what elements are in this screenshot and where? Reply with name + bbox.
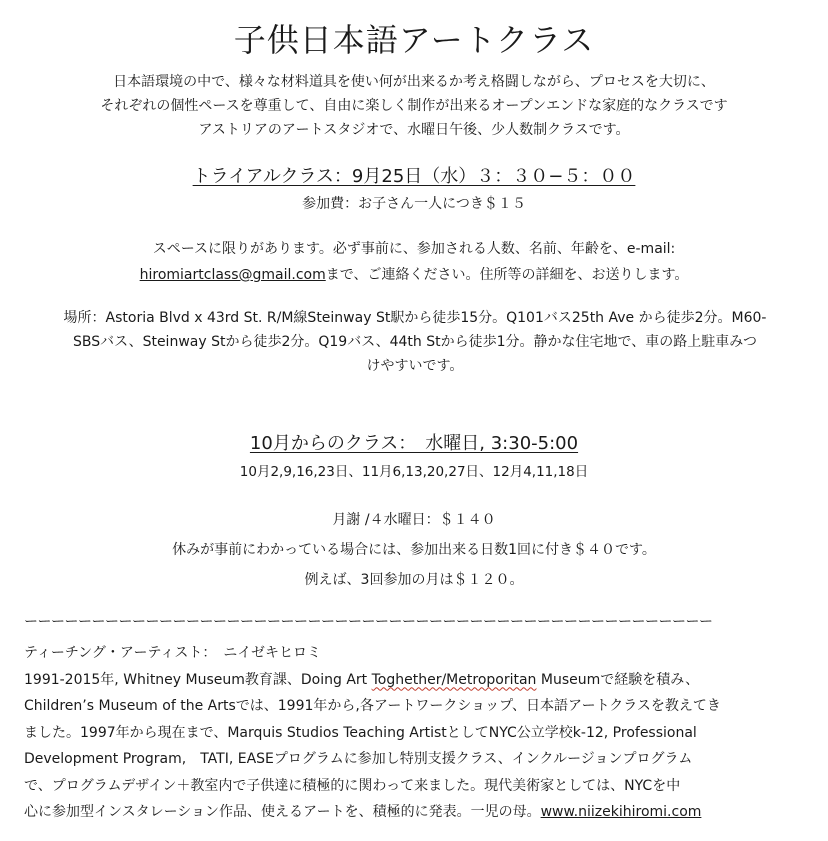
contact-paragraph — [0, 236, 828, 288]
bio-line-text: 心に参加型インスタレーション作品、使えるアートを、積極的に発表。一児の母。 — [24, 804, 541, 820]
tuition-block — [0, 505, 828, 595]
october-class-heading — [0, 430, 828, 458]
location-line: 場所：Astoria Blvd x 43rd St. R/M線Steinway St駅から徒歩15分。Q101バス25th Ave から徒歩2分。M60- — [63, 310, 767, 326]
page-title: 子供日本語アートクラス — [233, 21, 595, 59]
intro-line: 日本語環境の中で、様々な材料道具を使い何が出来るか考え格闘しながら、プロセスを大切に、 — [113, 74, 715, 90]
location-line: けやすいです。 — [366, 358, 464, 374]
trial-fee: 参加費：お子さん一人につき＄１５ — [302, 196, 526, 212]
tuition-line: 例えば、3回参加の月は＄１２０。 — [304, 572, 524, 588]
bio-line — [24, 667, 814, 694]
tuition-line: 休みが事前にわかっている場合には、参加出来る日数1回に付き＄４０です。 — [172, 542, 656, 558]
bio-line: ました。1997年から現在まで、Marquis Studios Teaching ArtistとしてNYC公立学校k-12, Professional — [24, 724, 697, 741]
trial-class-heading-text: トライアルクラス：9月25日（水）３：３０−５：００ — [192, 166, 636, 187]
intro-paragraph — [0, 70, 828, 142]
spellcheck-underlined-text: Toghether/Metroporitan — [371, 671, 537, 688]
bio-line: で、プログラムデザイン＋教室内で子供達に積極的に関わって来ました。現代美術家としては、NYCを中 — [24, 777, 681, 794]
october-class-dates: 10月2,9,16,23日、11月6,13,20,27日、12月4,11,18日 — [239, 464, 589, 480]
bio-line — [24, 799, 814, 826]
contact-line: スペースに限りがあります。必ず事前に、参加される人数、名前、年齢を、e-mail: — [152, 241, 676, 257]
section-divider: ーーーーーーーーーーーーーーーーーーーーーーーーーーーーーーーーーーーーーーーーーーーーーーーーーーー — [24, 614, 713, 630]
intro-line: アストリアのアートスタジオで、水曜日午後、少人数制クラスです。 — [198, 122, 630, 138]
bio-line-text: Museumで経験を積み、 — [536, 671, 700, 688]
tuition-line: 月謝 /４水曜日：＄１４０ — [332, 512, 496, 528]
trial-class-heading — [0, 163, 828, 191]
contact-line-rest: まで、ご連絡ください。住所等の詳細を、お送りします。 — [325, 267, 689, 283]
website-link[interactable]: www.niizekihiromi.com — [540, 804, 702, 820]
teacher-bio — [24, 640, 814, 826]
email-link[interactable]: hiromiartclass@gmail.com — [139, 267, 326, 283]
bio-line-text: 1991-2015年, Whitney Museum教育課、Doing Art — [24, 671, 372, 688]
bio-line: Development Program, TATI, EASEプログラムに参加し特別支援クラス、インクルージョンプログラム — [24, 751, 693, 767]
bio-heading: ティーチング・アーティスト： ニイゼキヒロミ — [24, 645, 321, 661]
intro-line: それぞれの個性ペースを尊重して、自由に楽しく制作が出来るオープンエンドな家庭的なクラスです — [100, 98, 728, 114]
bio-line: Children’s Museum of the Artsでは、1991年から,各アートワークショップ、日本語アートクラスを教えてき — [24, 698, 721, 714]
location-line: SBSバス、Steinway Stから徒歩2分。Q19バス、44th Stから徒歩1分。静かな住宅地で、車の路上駐車みつ — [73, 334, 757, 350]
contact-line — [0, 262, 828, 288]
location-paragraph — [30, 306, 800, 378]
october-class-heading-text: 10月からのクラス： 水曜日, 3:30-5:00 — [249, 433, 579, 454]
